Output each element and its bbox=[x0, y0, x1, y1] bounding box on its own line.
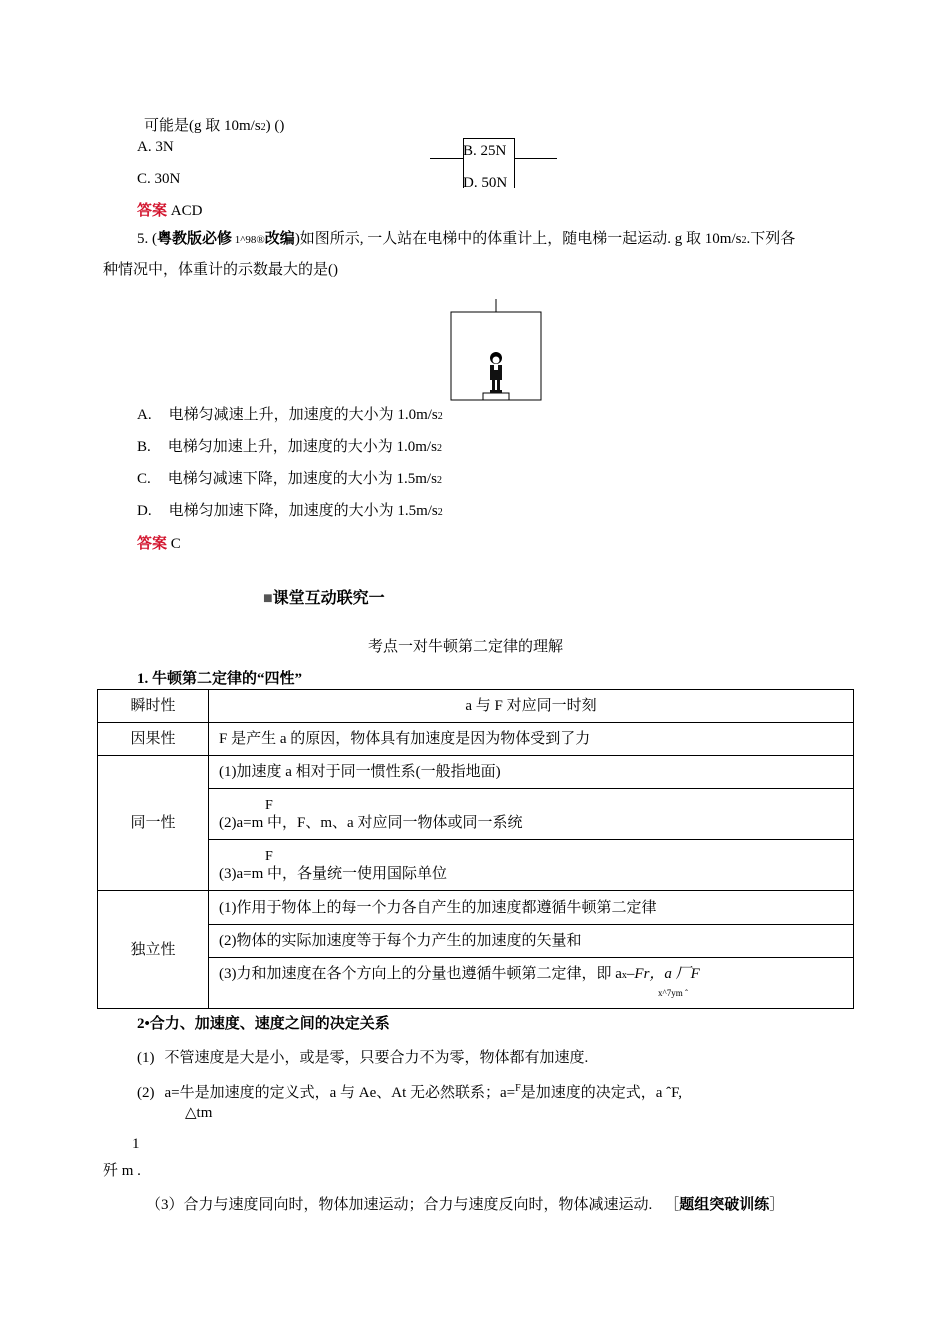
item-2-line2: △tm bbox=[185, 1105, 213, 1121]
q4-option-c: C. 30N bbox=[137, 171, 181, 187]
row-text: (2)物体的实际加速度等于每个力产生的加速度的矢量和 bbox=[209, 925, 854, 958]
q5-option-c: C. 电梯匀减速下降，加速度的大小为 1.5m/s2 bbox=[137, 471, 442, 487]
item-2: (2) a=牛是加速度的定义式，a 与 Ae、At 无必然联系；a=$^F$是加速度的决定式，a ˆF, bbox=[137, 1083, 682, 1101]
q4-option-a: A. 3N bbox=[137, 139, 174, 155]
row-label: 因果性 bbox=[98, 723, 209, 756]
square-icon: ■ bbox=[263, 590, 273, 607]
row-label: 瞬时性 bbox=[98, 690, 209, 723]
q5-answer: 答案 C bbox=[137, 536, 181, 552]
q4-answer: 答案 ACD bbox=[137, 203, 203, 219]
q5-option-b: B. 电梯匀加速上升，加速度的大小为 1.0m/s2 bbox=[137, 439, 442, 455]
fragment-1: 1 bbox=[132, 1136, 140, 1152]
heading-decision-relation: 2•合力、加速度、速度之间的决定关系 bbox=[137, 1016, 390, 1032]
row-text: (3)力和加速度在各个方向上的分量也遵循牛顿第二定律，即 ax–Fr，a 厂F x^7ym ˆ bbox=[209, 958, 854, 1009]
q5-option-d: D. 电梯匀加速下降，加速度的大小为 1.5m/s2 bbox=[137, 503, 443, 519]
table-row bbox=[98, 723, 854, 756]
heading-four-properties: 1. 牛顿第二定律的“四性” bbox=[137, 671, 303, 687]
row-label: 独立性 bbox=[98, 891, 209, 1009]
row-text: F (2)a=m 中，F、m、a 对应同一物体或同一系统 bbox=[209, 789, 854, 840]
row-text: F 是产生 a 的原因，物体具有加速度是因为物体受到了力 bbox=[209, 723, 854, 756]
section-title: ■课堂互动联究一 bbox=[263, 590, 385, 607]
table-row bbox=[98, 789, 854, 840]
fragment-2: 歼 m . bbox=[103, 1163, 141, 1179]
q4-option-d: D. 50N bbox=[463, 175, 508, 187]
item-1: (1) 不管速度是大是小，或是零，只要合力不为零，物体都有加速度. bbox=[137, 1050, 589, 1066]
table-row bbox=[98, 756, 854, 789]
row-text: a 与 F 对应同一时刻 bbox=[209, 690, 854, 723]
table-row bbox=[98, 840, 854, 891]
row-label: 同一性 bbox=[98, 756, 209, 891]
table-row bbox=[98, 690, 854, 723]
row-text: (1)作用于物体上的每一个力各自产生的加速度都遵循牛顿第二定律 bbox=[209, 891, 854, 925]
q5-stem-line1: 5. (粤教版必修 1^98®改编)如图所示, 一人站在电梯中的体重计上，随电梯一起运动. g 取 10m/s2.下列各 bbox=[137, 231, 796, 247]
q4-stem: 可能是(g 取 10m/s2) () bbox=[144, 118, 285, 134]
row-text: F (3)a=m 中，各量统一使用国际单位 bbox=[209, 840, 854, 891]
figure-box-top bbox=[463, 138, 515, 139]
figure-line-right bbox=[514, 158, 557, 159]
table-row bbox=[98, 925, 854, 958]
topic-title: 考点一对牛顿第二定律的理解 bbox=[368, 639, 564, 655]
row-text: (1)加速度 a 相对于同一惯性系(一般指地面) bbox=[209, 756, 854, 789]
figure-line-left bbox=[430, 158, 464, 159]
figure-box-right bbox=[514, 138, 515, 188]
scale-icon bbox=[483, 393, 509, 400]
person-icon bbox=[490, 352, 502, 393]
elevator-figure bbox=[448, 296, 544, 404]
table-row bbox=[98, 958, 854, 1009]
q5-option-a: A. 电梯匀减速上升，加速度的大小为 1.0m/s2 bbox=[137, 407, 443, 423]
table-row bbox=[98, 891, 854, 925]
item-3: （3）合力与速度同向时，物体加速运动；合力与速度反向时，物体减速运动. ［题组突破训练］ bbox=[146, 1197, 785, 1213]
properties-table bbox=[97, 689, 854, 1009]
q4-option-b: B. 25N bbox=[463, 143, 507, 159]
q5-stem-line2: 种情况中，体重计的示数最大的是() bbox=[103, 262, 338, 278]
